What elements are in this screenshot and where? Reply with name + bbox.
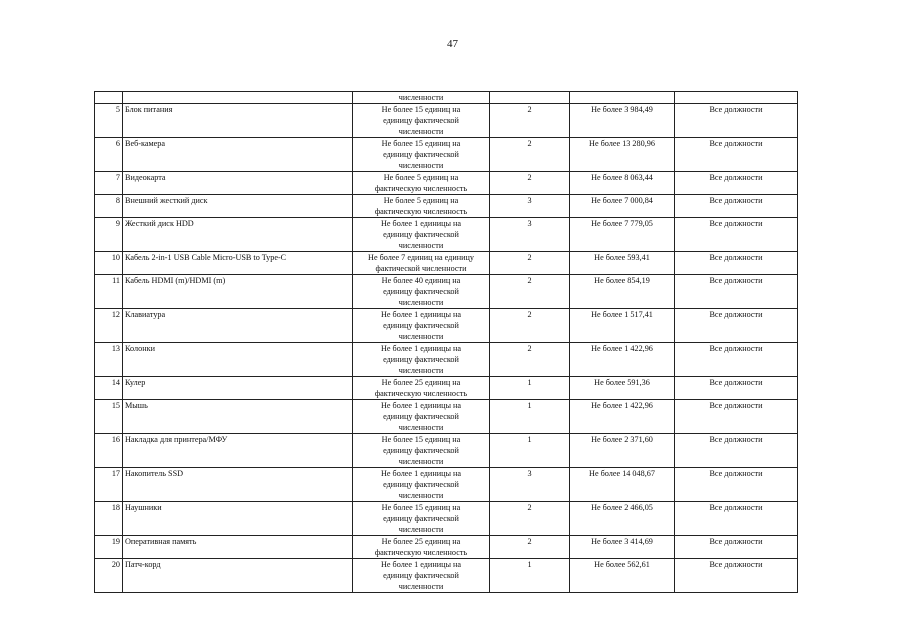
- item-name-cell: Внешний жесткий диск: [123, 195, 353, 218]
- table-row: [95, 195, 798, 218]
- price-cell: Не более 562,61: [570, 559, 675, 593]
- norm-line: Не более 15 единиц на: [381, 139, 461, 148]
- table-row: [95, 309, 798, 343]
- table-row: [95, 536, 798, 559]
- norm-line: численности: [398, 241, 444, 250]
- category-cell: 3: [490, 468, 570, 502]
- norm-line: фактическую численность: [374, 184, 468, 193]
- category-cell: 2: [490, 138, 570, 172]
- price-cell: Не более 14 048,67: [570, 468, 675, 502]
- norm-cell: [353, 218, 490, 252]
- norm-line: единицу фактической: [383, 480, 459, 489]
- norm-line: численности: [398, 298, 444, 307]
- norm-line: единицу фактической: [383, 321, 459, 330]
- table-row: [95, 377, 798, 400]
- item-name-cell: Кабель HDMI (m)/HDMI (m): [123, 275, 353, 309]
- norm-cell: [353, 138, 490, 172]
- item-name-cell: Накладка для принтера/МФУ: [123, 434, 353, 468]
- norm-cell: [353, 377, 490, 400]
- row-number-cell: 9: [95, 218, 123, 252]
- positions-cell: Все должности: [675, 559, 798, 593]
- category-cell: 2: [490, 502, 570, 536]
- price-cell: Не более 7 779,05: [570, 218, 675, 252]
- norm-cell: [353, 434, 490, 468]
- item-name-cell: Мышь: [123, 400, 353, 434]
- table-row: [95, 343, 798, 377]
- row-number-cell: [95, 92, 123, 104]
- table-row: [95, 468, 798, 502]
- table-row: [95, 275, 798, 309]
- row-number-cell: 8: [95, 195, 123, 218]
- table-row: [95, 434, 798, 468]
- category-cell: 3: [490, 218, 570, 252]
- norm-line: численности: [398, 491, 444, 500]
- row-number-cell: 17: [95, 468, 123, 502]
- norm-line: единицу фактической: [383, 571, 459, 580]
- norm-line: численности: [398, 161, 444, 170]
- norm-line: единицу фактической: [383, 412, 459, 421]
- norm-cell: [353, 275, 490, 309]
- category-cell: [490, 92, 570, 104]
- price-cell: Не более 3 414,69: [570, 536, 675, 559]
- norm-cell: [353, 195, 490, 218]
- price-cell: Не более 3 984,49: [570, 104, 675, 138]
- norm-line: Не более 15 единиц на: [381, 435, 461, 444]
- category-cell: 2: [490, 172, 570, 195]
- norm-line: единицу фактической: [383, 446, 459, 455]
- norm-line: фактическую численность: [374, 207, 468, 216]
- row-number-cell: 11: [95, 275, 123, 309]
- item-name-cell: Видеокарта: [123, 172, 353, 195]
- table-row: [95, 104, 798, 138]
- row-number-cell: 20: [95, 559, 123, 593]
- price-cell: Не более 7 000,84: [570, 195, 675, 218]
- norm-cell: [353, 172, 490, 195]
- norm-line: численности: [398, 423, 444, 432]
- equipment-norms-table: [94, 91, 798, 593]
- table-row: [95, 172, 798, 195]
- positions-cell: Все должности: [675, 275, 798, 309]
- norm-line: численности: [398, 127, 444, 136]
- category-cell: 2: [490, 536, 570, 559]
- positions-cell: Все должности: [675, 536, 798, 559]
- norm-line: численности: [398, 582, 444, 591]
- category-cell: 2: [490, 252, 570, 275]
- table-row: [95, 138, 798, 172]
- item-name-cell: Наушники: [123, 502, 353, 536]
- item-name-cell: Кабель 2-in-1 USB Cable Micro-USB to Type-C: [123, 252, 353, 275]
- price-cell: Не более 591,36: [570, 377, 675, 400]
- norm-cell: [353, 309, 490, 343]
- price-cell: Не более 2 466,05: [570, 502, 675, 536]
- norm-line: Не более 1 единицы на: [380, 344, 462, 353]
- norm-cell: [353, 400, 490, 434]
- norm-cell: [353, 502, 490, 536]
- category-cell: 2: [490, 309, 570, 343]
- norm-line: Не более 1 единицы на: [380, 219, 462, 228]
- positions-cell: Все должности: [675, 218, 798, 252]
- table-row: [95, 559, 798, 593]
- norm-cell: [353, 468, 490, 502]
- item-name-cell: Накопитель SSD: [123, 468, 353, 502]
- row-number-cell: 5: [95, 104, 123, 138]
- continuation-row: [95, 92, 798, 104]
- price-cell: Не более 1 517,41: [570, 309, 675, 343]
- norm-line: Не более 40 единиц на: [381, 276, 461, 285]
- positions-cell: Все должности: [675, 468, 798, 502]
- item-name-cell: Клавиатура: [123, 309, 353, 343]
- norm-cell: [353, 343, 490, 377]
- row-number-cell: 13: [95, 343, 123, 377]
- positions-cell: Все должности: [675, 434, 798, 468]
- norm-line: Не более 15 единиц на: [381, 503, 461, 512]
- positions-cell: Все должности: [675, 195, 798, 218]
- item-name-cell: Жесткий диск HDD: [123, 218, 353, 252]
- row-number-cell: 16: [95, 434, 123, 468]
- row-number-cell: 12: [95, 309, 123, 343]
- price-cell: Не более 854,19: [570, 275, 675, 309]
- positions-cell: Все должности: [675, 343, 798, 377]
- table-row: [95, 252, 798, 275]
- norm-line: Не более 7 единиц на единицу: [368, 253, 474, 262]
- norm-line: Не более 5 единиц на: [383, 173, 459, 182]
- price-cell: Не более 8 063,44: [570, 172, 675, 195]
- norm-line: Не более 1 единицы на: [380, 469, 462, 478]
- norm-line: единицу фактической: [383, 514, 459, 523]
- norm-line: фактической численности: [375, 264, 467, 273]
- norm-cell: [353, 252, 490, 275]
- row-number-cell: 14: [95, 377, 123, 400]
- norm-line: фактическую численность: [374, 548, 468, 557]
- price-cell: Не более 2 371,60: [570, 434, 675, 468]
- norm-line: численности: [398, 525, 444, 534]
- positions-cell: [675, 92, 798, 104]
- price-cell: Не более 13 280,96: [570, 138, 675, 172]
- positions-cell: Все должности: [675, 377, 798, 400]
- row-number-cell: 15: [95, 400, 123, 434]
- item-name-cell: Колонки: [123, 343, 353, 377]
- norm-line: численности: [398, 457, 444, 466]
- norm-line: численности: [398, 93, 444, 102]
- category-cell: 2: [490, 275, 570, 309]
- category-cell: 1: [490, 434, 570, 468]
- norm-line: Не более 15 единиц на: [381, 105, 461, 114]
- norm-line: численности: [398, 366, 444, 375]
- table-row: [95, 400, 798, 434]
- norm-cell: [353, 104, 490, 138]
- norm-cell: [353, 92, 490, 104]
- norm-line: Не более 1 единицы на: [380, 560, 462, 569]
- category-cell: 1: [490, 400, 570, 434]
- category-cell: 1: [490, 377, 570, 400]
- positions-cell: Все должности: [675, 252, 798, 275]
- row-number-cell: 7: [95, 172, 123, 195]
- norm-line: Не более 1 единицы на: [380, 401, 462, 410]
- category-cell: 2: [490, 104, 570, 138]
- norm-line: единицу фактической: [383, 355, 459, 364]
- row-number-cell: 18: [95, 502, 123, 536]
- norm-line: Не более 1 единицы на: [380, 310, 462, 319]
- price-cell: [570, 92, 675, 104]
- price-cell: Не более 593,41: [570, 252, 675, 275]
- item-name-cell: Оперативная память: [123, 536, 353, 559]
- positions-cell: Все должности: [675, 400, 798, 434]
- page-number: 47: [447, 38, 458, 50]
- row-number-cell: 10: [95, 252, 123, 275]
- norm-line: единицу фактической: [383, 116, 459, 125]
- norm-line: численности: [398, 332, 444, 341]
- row-number-cell: 6: [95, 138, 123, 172]
- table-body: [95, 92, 798, 593]
- positions-cell: Все должности: [675, 309, 798, 343]
- norm-cell: [353, 536, 490, 559]
- positions-cell: Все должности: [675, 104, 798, 138]
- positions-cell: Все должности: [675, 138, 798, 172]
- item-name-cell: Патч-корд: [123, 559, 353, 593]
- positions-cell: Все должности: [675, 172, 798, 195]
- norm-line: единицу фактической: [383, 287, 459, 296]
- item-name-cell: Блок питания: [123, 104, 353, 138]
- category-cell: 3: [490, 195, 570, 218]
- norm-line: Не более 5 единиц на: [383, 196, 459, 205]
- norm-line: единицу фактической: [383, 230, 459, 239]
- row-number-cell: 19: [95, 536, 123, 559]
- item-name-cell: Кулер: [123, 377, 353, 400]
- norm-line: Не более 25 единиц на: [381, 378, 461, 387]
- category-cell: 2: [490, 343, 570, 377]
- norm-cell: [353, 559, 490, 593]
- price-cell: Не более 1 422,96: [570, 400, 675, 434]
- positions-cell: Все должности: [675, 502, 798, 536]
- table-row: [95, 218, 798, 252]
- category-cell: 1: [490, 559, 570, 593]
- item-name-cell: Веб-камера: [123, 138, 353, 172]
- table-row: [95, 502, 798, 536]
- norm-line: фактическую численность: [374, 389, 468, 398]
- item-name-cell: [123, 92, 353, 104]
- price-cell: Не более 1 422,96: [570, 343, 675, 377]
- norm-line: Не более 25 единиц на: [381, 537, 461, 546]
- norm-line: единицу фактической: [383, 150, 459, 159]
